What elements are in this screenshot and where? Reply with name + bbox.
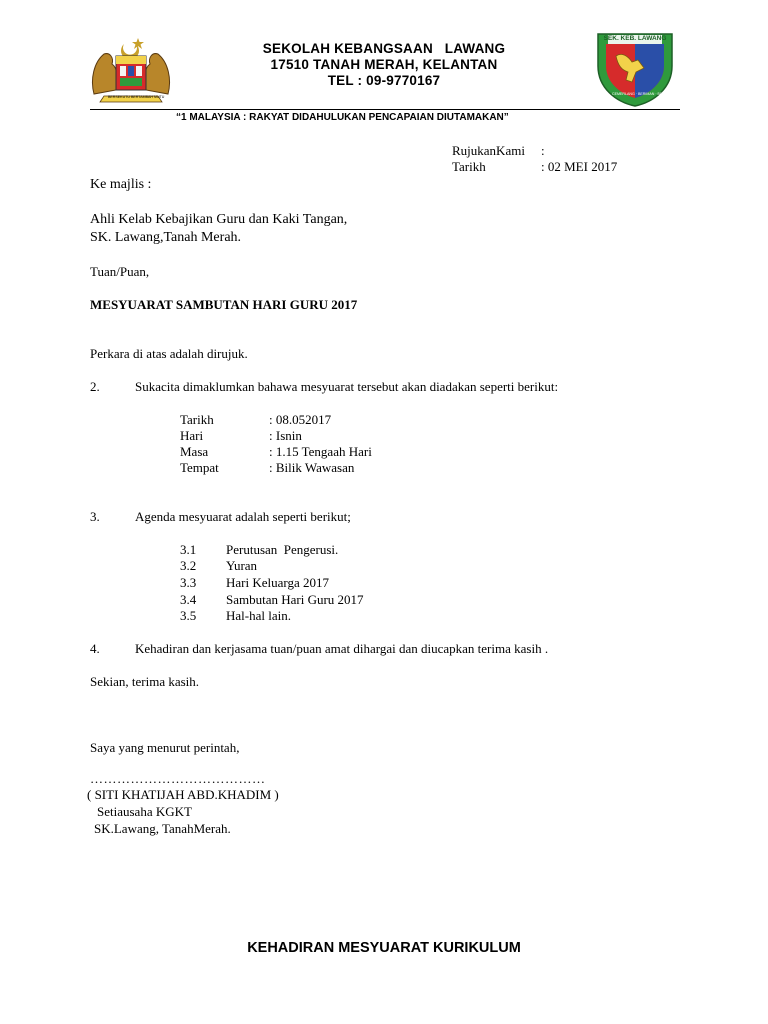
coat-of-arms-motto: BERSEKUTU BERTAMBAH MUTU [108,95,165,99]
header-divider [90,109,680,110]
detail-label-date: Tarikh [180,412,214,427]
signature-intro: Saya yang menurut perintah, [90,740,240,755]
paragraph-3: Agenda mesyuarat adalah seperti berikut; [135,509,351,524]
agenda-number: 3.4 [180,592,197,607]
date-label: Tarikh [452,159,486,174]
paragraph-2-number: 2. [90,379,100,394]
detail-value-time: : 1.15 Tengaah Hari [269,444,372,459]
agenda-number: 3.3 [180,575,197,590]
signatory-name: ( SITI KHATIJAH ABD.KHADIM ) [87,787,279,802]
motto: “1 MALAYSIA : RAKYAT DIDAHULUKAN PENCAPAIAN DIUTAMAKAN” [176,112,509,123]
closing: Sekian, terima kasih. [90,674,200,689]
school-address: 17510 TANAH MERAH, KELANTAN [270,57,498,72]
detail-label-place: Tempat [180,460,219,475]
signature-dots: ………………………………… [90,771,266,786]
date-value: : 02 MEI 2017 [541,159,618,174]
detail-label-time: Masa [180,444,209,459]
agenda-item: Sambutan Hari Guru 2017 [226,592,364,607]
agenda-number: 3.5 [180,608,197,623]
agenda-item: Hal-hal lain. [226,608,291,623]
recipient-line-1: Ahli Kelab Kebajikan Guru dan Kaki Tangan, [90,212,348,227]
agenda-item: Yuran [226,558,258,573]
signatory-place: SK.Lawang, TanahMerah. [94,821,231,836]
school-tel: TEL : 09-9770167 [327,73,441,88]
detail-value-day: : Isnin [269,428,302,443]
greeting: Tuan/Puan, [90,264,150,279]
recipient-line-2: SK. Lawang,Tanah Merah. [90,230,242,245]
signatory-title: Setiausaha KGKT [97,804,192,819]
ref-label: RujukanKami [452,143,525,158]
subject: MESYUARAT SAMBUTAN HARI GURU 2017 [90,297,358,312]
paragraph-4-number: 4. [90,641,100,656]
footer-title: KEHADIRAN MESYUARAT KURIKULUM [247,940,521,956]
school-logo-text: SEK. KEB. LAWANG [603,35,667,42]
school-logo-bottom-text: CEMERLANG · BERIMAN · BERILMU [612,92,674,96]
detail-value-date: : 08.052017 [269,412,332,427]
school-name: SEKOLAH KEBANGSAAN LAWANG [262,41,506,56]
paragraph-2: Sukacita dimaklumkan bahawa mesyuarat tersebut akan diadakan seperti berikut: [135,379,559,394]
paragraph-4: Kehadiran dan kerjasama tuan/puan amat dihargai dan diucapkan terima kasih . [135,641,549,656]
detail-label-day: Hari [180,428,204,443]
paragraph-3-number: 3. [90,509,100,524]
detail-value-place: : Bilik Wawasan [269,460,355,475]
salutation-to: Ke majlis : [90,177,152,192]
agenda-number: 3.1 [180,542,197,557]
agenda-number: 3.2 [180,558,197,573]
ref-colon: : [541,143,545,158]
agenda-item: Perutusan Pengerusi. [226,542,339,557]
paragraph-1: Perkara di atas adalah dirujuk. [90,346,248,361]
agenda-item: Hari Keluarga 2017 [226,575,330,590]
